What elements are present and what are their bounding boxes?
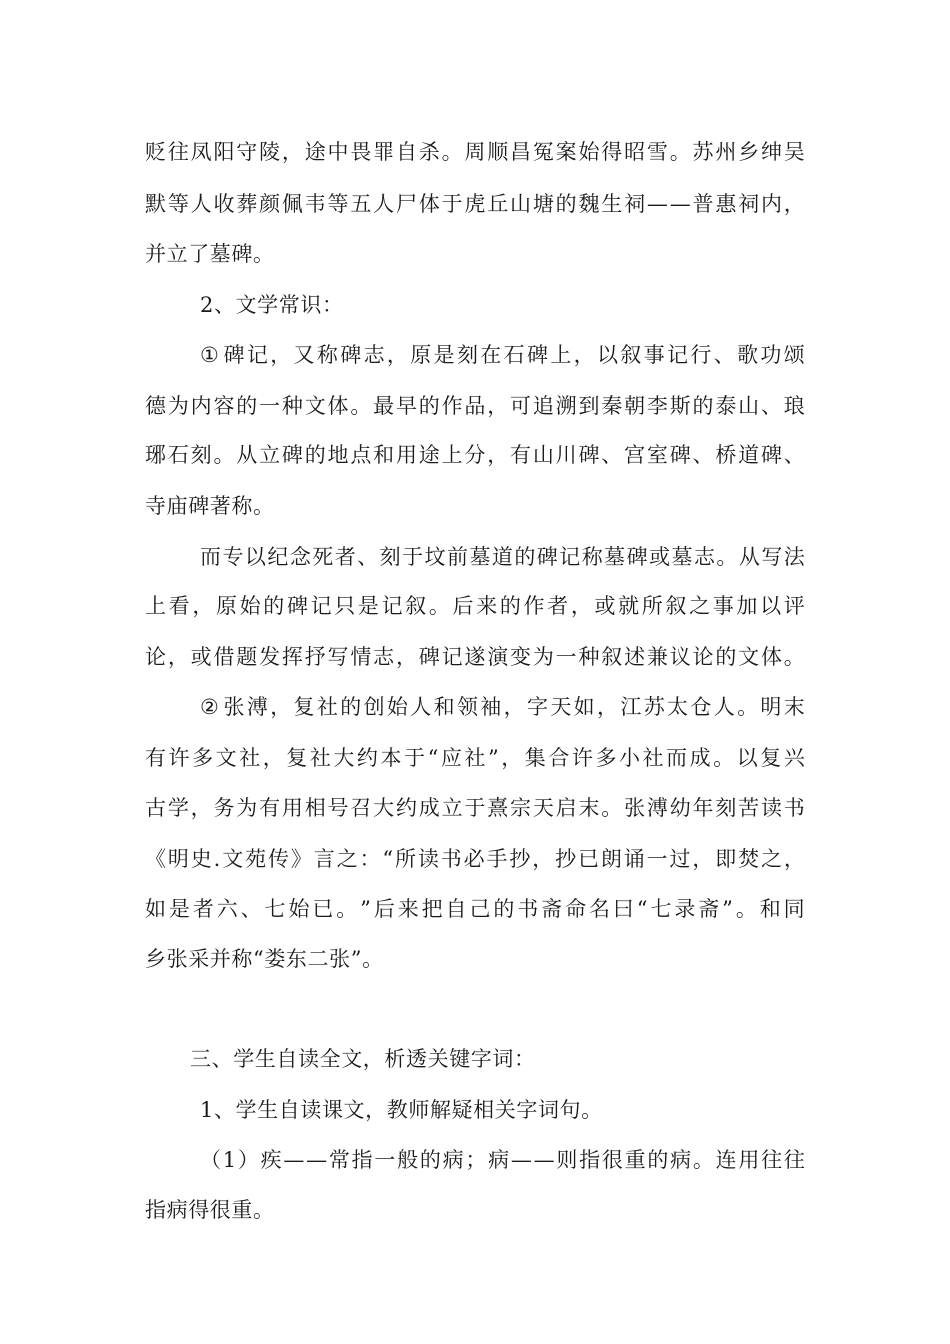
text-line-17: 乡张采并称“娄东二张”。	[145, 947, 384, 971]
text-line-6: 德 为 内 容 的 一 种 文 体 。 最 早 的 作 品 ， 可 追 溯 到 秦 朝 李 斯 的 泰 山 、 琅	[145, 394, 805, 418]
text-line-2: 默 等 人 收 葬 颜 佩 韦 等 五 人 尸 体 于 虎 丘 山 塘 的 魏 生 祠 — — 普 惠 祠 内 ，	[145, 192, 805, 216]
text-line-1: 贬 往 凤 阳 守 陵 ， 途 中 畏 罪 自 杀 。 周 顺 昌 冤 案 始 得 昭 雪 。 苏 州 乡 绅 吴	[145, 140, 805, 164]
text-line-11: 论 ， 或 借 题 发 挥 抒 写 情 志 ， 碑 记 遂 演 变 为 一 种 叙 述 兼 议 论 的 文 体 。	[145, 645, 805, 669]
subsection-heading-1: 1、学生自读课文，教师解疑相关字词句。	[200, 1098, 603, 1122]
text-line-13: 有 许 多 文 社 ， 复 社 大 约 本 于 “ 应 社 ” ， 集 合 许 多 小 社 而 成 。 以 复 兴	[145, 746, 805, 770]
text-line-8: 寺庙碑著称。	[145, 494, 275, 518]
text-line-16: 如 是 者 六 、 七 始 已 。 ” 后 来 把 自 己 的 书 斋 命 名 曰 “ 七 录 斋 ” 。 和 同	[145, 897, 805, 921]
text-line-21: 指病得很重。	[145, 1198, 275, 1222]
text-line-20: （ 1 ） 疾 — — 常 指 一 般 的 病 ； 病 — — 则 指 很 重 的 病 。 连 用 往 往	[200, 1148, 805, 1172]
text-line-12: ② 张 溥 ， 复 社 的 创 始 人 和 领 袖 ， 字 天 如 ， 江 苏 太 仓 人 。 明 末	[200, 695, 805, 719]
text-line-7: 琊 石 刻 。 从 立 碑 的 地 点 和 用 途 上 分 ， 有 山 川 碑 、 宫 室 碑 、 桥 道 碑 、	[145, 443, 805, 467]
text-line-3: 并立了墓碑。	[145, 242, 275, 266]
section-heading-self-reading: 三、学生自读全文，析透关键字词：	[190, 1047, 536, 1071]
text-line-5: ① 碑 记 ， 又 称 碑 志 ， 原 是 刻 在 石 碑 上 ， 以 叙 事 记 行 、 歌 功 颂	[200, 343, 805, 367]
section-heading-literary-knowledge: 2、文学常识：	[200, 293, 344, 317]
text-line-10: 上 看 ， 原 始 的 碑 记 只 是 记 叙 。 后 来 的 作 者 ， 或 就 所 叙 之 事 加 以 评	[145, 594, 805, 618]
text-line-14: 古 学 ， 务 为 有 用 相 号 召 大 约 成 立 于 熹 宗 天 启 末 。 张 溥 幼 年 刻 苦 读 书	[145, 796, 805, 820]
text-line-9: 而 专 以 纪 念 死 者 、 刻 于 坟 前 墓 道 的 碑 记 称 墓 碑 或 墓 志 。 从 写 法	[200, 545, 805, 569]
text-line-15: 《 明 史 . 文 苑 传 》 言 之 ： “ 所 读 书 必 手 抄 ， 抄 已 朗 诵 一 过 ， 即 焚 之 ，	[145, 847, 805, 871]
